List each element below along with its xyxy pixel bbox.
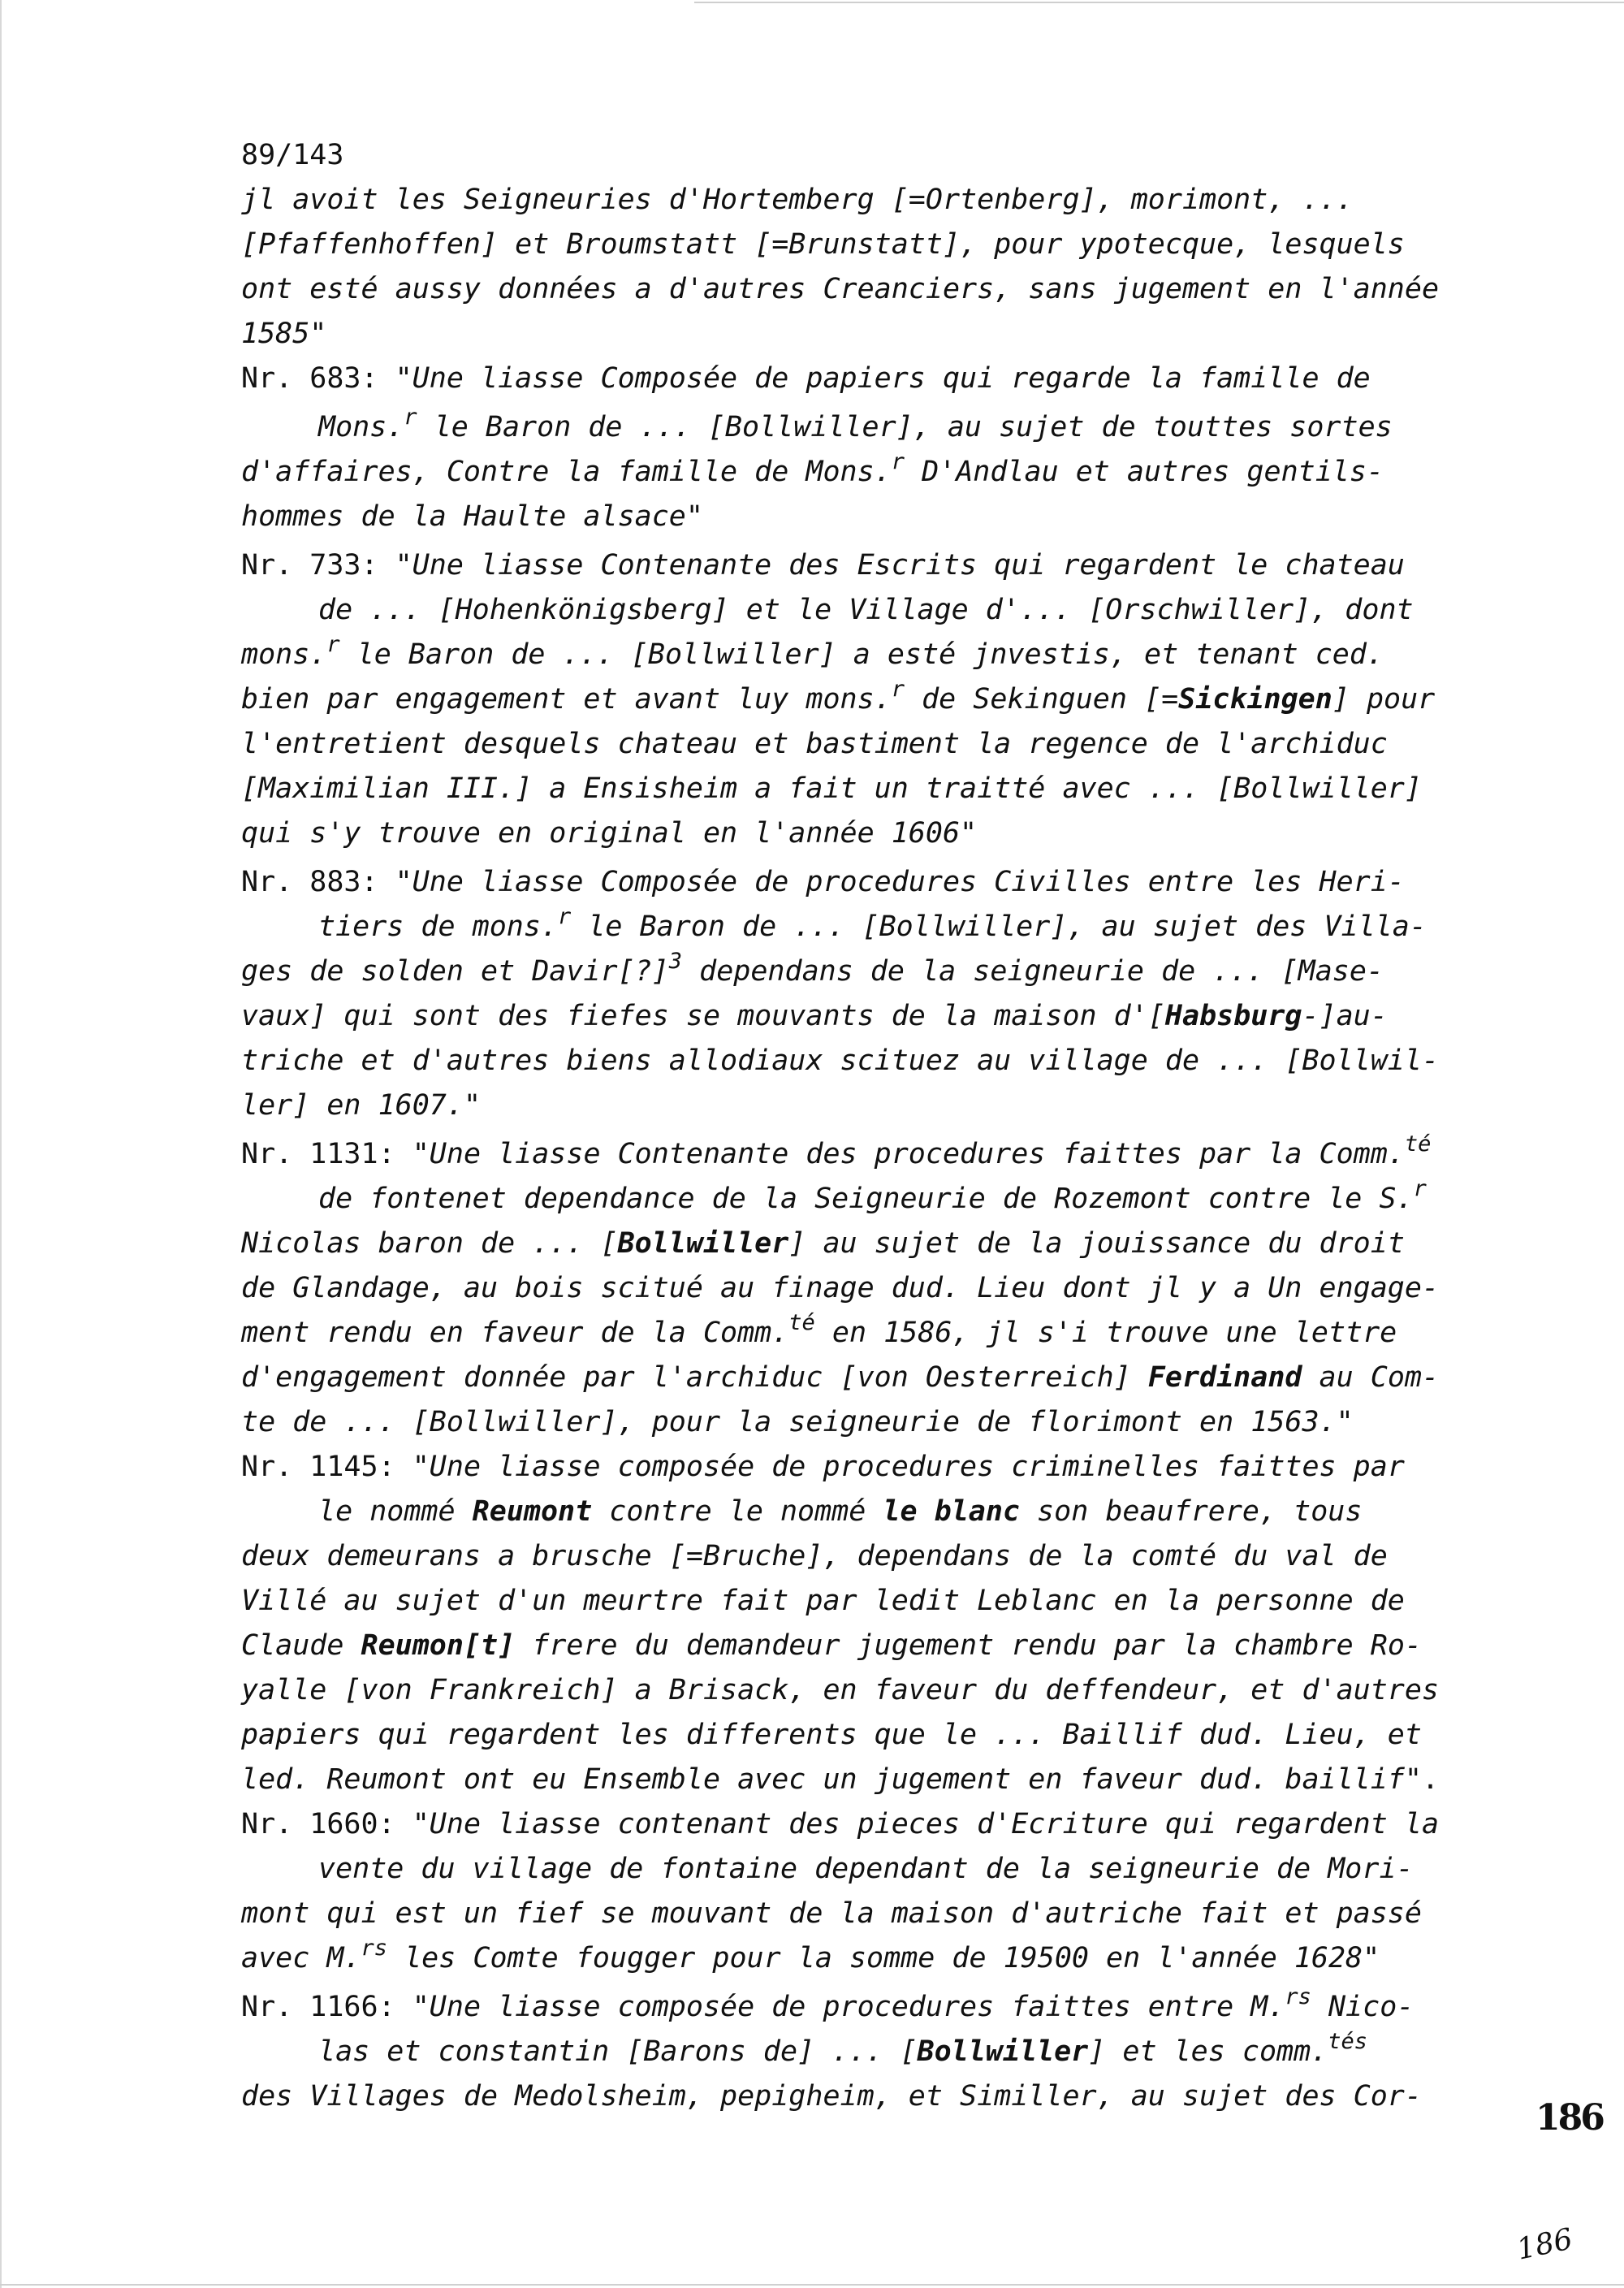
document-page bbox=[241, 133, 1508, 2119]
entry-683: Nr. 683: "Une liasse Composée de papiers qui regarde la famille de Mons.$^r$ le Baron de ... [Bollwiller], au sujet de touttes sortes d'affaires, Contre la famille de Mons.$^r$ D'Andlau et autres gentils- hommes de la Haulte alsace" bbox=[241, 362, 1393, 533]
entry-1166: Nr. 1166: "Une liasse composée de procedures faittes entre M.$^{rs}$ Nico- las et constantin [Barons de] ... [Bollwiller] et les comm.$^{tés}$ des Villages de Medolsheim, pepigheim, et Similler, au sujet des Cor- bbox=[241, 1984, 1422, 2113]
intro-paragraph: jl avoit les Seigneuries d'Hortemberg [=Ortenberg], morimont, ... [Pfaffenhoffen] et Broumstatt [=Brunstatt], pour ypotecque, lesquels ont esté aussy données a d'autres Creanciers, sans jugement en l'année 1585" bbox=[241, 184, 1440, 350]
entry-number: Nr. 1660: " bbox=[241, 1808, 430, 1840]
folio-stamp: 186 bbox=[1535, 2097, 1603, 2139]
entry-number: Nr. 1145: " bbox=[241, 1451, 430, 1483]
entry-1660: Nr. 1660: "Une liasse contenant des pieces d'Ecriture qui regardent la vente du village de fontaine dependant de la seigneurie de Mori- mont qui est un fief se mouvant de la maison d'autriche fait et passé avec M.$^{rs}$ les Comte fougger pour la somme de 19500 en l'année 1628" bbox=[241, 1808, 1440, 1974]
entry-number: Nr. 1131: " bbox=[241, 1138, 430, 1170]
entry-number: Nr. 733: " bbox=[241, 549, 412, 582]
scan-edge-top bbox=[694, 2, 1624, 3]
folio-handwritten: 186 bbox=[1514, 2222, 1576, 2267]
page-number: 89/143 bbox=[241, 139, 344, 171]
entry-number: Nr. 1166: " bbox=[241, 1991, 430, 2023]
entry-1145: Nr. 1145: "Une liasse composée de procedures criminelles faittes par le nommé Reumont contre le nommé le blanc son beaufrere, tous deux demeurans a brusche [=Bruche], dependans de la comté du val de Villé au sujet d'un meurtre fait par ledit Leblanc en la personne de Claude Reumon[t] frere du demandeur jugement rendu par la chambre Ro- yalle [von Frankreich] a Brisack, en faveur du deffendeur, et d'autres papiers qui regardent les differents que le ... Baillif dud. Lieu, et led. Reumont ont eu Ensemble avec un jugement en faveur dud. baillif". bbox=[241, 1451, 1440, 1796]
scan-edge-bottom bbox=[0, 2284, 1624, 2286]
entry-883: Nr. 883: "Une liasse Composée de procedures Civilles entre les Heri- tiers de mons.$^r$ le Baron de ... [Bollwiller], au sujet des Villa- ges de solden et Davir[?]$^3$ dependans de la seigneurie de ... [Mase- vaux] qui sont des fiefes se mouvants de la maison d'[Habsburg-]au- triche et d'autres biens allodiaux scituez au village de ... [Bollwil- ler] en 1607." bbox=[241, 866, 1440, 1122]
entry-number: Nr. 883: " bbox=[241, 866, 412, 898]
scan-edge-left bbox=[0, 0, 2, 2288]
entry-733: Nr. 733: "Une liasse Contenante des Escrits qui regardent le chateau de ... [Hohenkönigsberg] et le Village d'... [Orschwiller], dont mons.$^r$ le Baron de ... [Bollwiller] a esté jnvestis, et tenant ced. bien par engagement et avant luy mons.$^r$ de Sekinguen [=Sickingen] pour l'entretient desquels chateau et bastiment la regence de l'archiduc [Maximilian III.] a Ensisheim a fait un traitté avec ... [Bollwiller] qui s'y trouve en original en l'année 1606" bbox=[241, 549, 1436, 850]
entry-number: Nr. 683: " bbox=[241, 362, 412, 395]
entry-1131: Nr. 1131: "Une liasse Contenante des procedures faittes par la Comm.$^{té}$ de fontenet dependance de la Seigneurie de Rozemont contre le S.$^r$ Nicolas baron de ... [Bollwiller] au sujet de la jouissance du droit de Glandage, au bois scitué au finage dud. Lieu dont jl y a Un engage- ment rendu en faveur de la Comm.$^{té}$ en 1586, jl s'i trouve une lettre d'engagement donnée par l'archiduc [von Oesterreich] Ferdinand au Com- te de ... [Bollwiller], pour la seigneurie de florimont en 1563." bbox=[241, 1131, 1440, 1438]
